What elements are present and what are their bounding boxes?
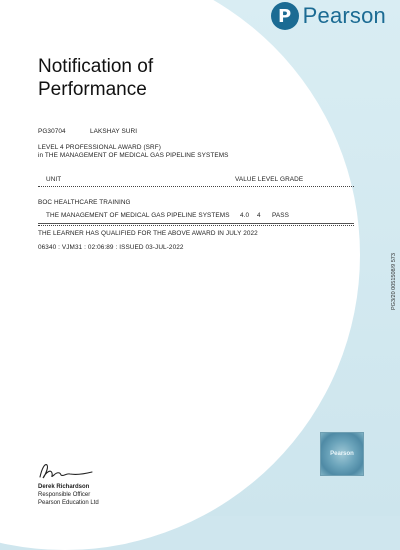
value-level-header: VALUE LEVEL [235, 176, 279, 183]
row-divider-dotted [38, 225, 354, 226]
pearson-logo-icon: P [271, 2, 299, 30]
award-subject: in THE MANAGEMENT OF MEDICAL GAS PIPELINE SYSTEMS [38, 152, 229, 159]
serial-number: PG3/20 0051508/9 573 [391, 253, 397, 310]
unit-row-value: 4.0 [240, 212, 250, 219]
grade-header: GRADE [280, 176, 304, 183]
hologram-seal [320, 432, 364, 476]
pearson-wordmark: Pearson [302, 3, 386, 28]
candidate-id: PG30704 [38, 128, 66, 135]
qualified-statement: THE LEARNER HAS QUALIFIED FOR THE ABOVE AWARD IN JULY 2022 [38, 230, 258, 237]
signatory-org: Pearson Education Ltd [38, 500, 99, 506]
reference-line: 06340 : VJM31 : 02:06:89 : ISSUED 03-JUL-2022 [38, 244, 184, 251]
signatory-name: Derek Richardson [38, 484, 90, 490]
unit-row-grade: PASS [272, 212, 289, 219]
signatory-role: Responsible Officer [38, 492, 91, 498]
candidate-name: LAKSHAY SURI [90, 128, 138, 135]
document-title: Notification of Performance [38, 56, 154, 100]
award-level: LEVEL 4 PROFESSIONAL AWARD (SRF) [38, 144, 161, 151]
header-divider [38, 186, 354, 187]
unit-row-level: 4 [257, 212, 261, 219]
hologram-label: Pearson [330, 451, 354, 457]
centre-name: BOC HEALTHCARE TRAINING [38, 199, 131, 206]
unit-header: UNIT [46, 176, 62, 183]
signature-icon [36, 460, 96, 482]
unit-row-title: THE MANAGEMENT OF MEDICAL GAS PIPELINE SYSTEMS [46, 212, 230, 219]
row-divider [38, 223, 354, 224]
pearson-logo [271, 2, 386, 30]
